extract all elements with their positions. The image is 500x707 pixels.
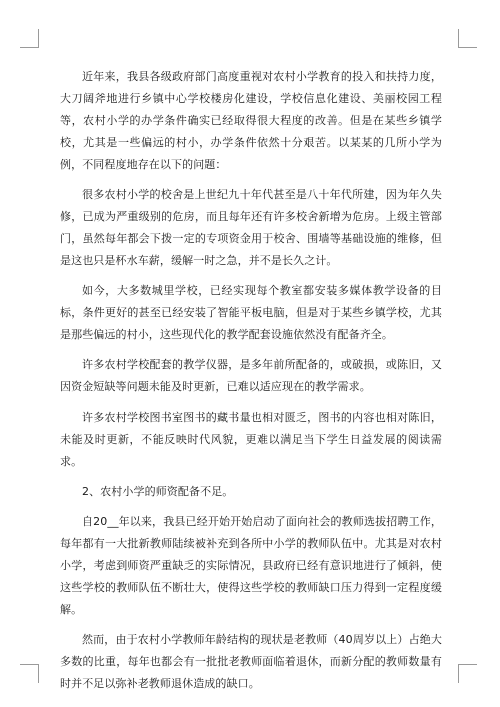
paragraph-teaching-instruments: 许多农村学校配套的教学仪器，是多年前所配备的，或破损，或陈旧，又因资金短缺等问题未能及时更新，已难以适应现在的教学需求。	[60, 358, 442, 394]
section-heading-teacher-staffing: 2、农村小学的师资配备不足。	[82, 484, 234, 498]
crop-mark-top-right	[458, 29, 477, 48]
paragraph-recruitment: 自20__年以来，我县已经开始开始启动了面向社会的教师选拔招聘工作，每年都有一大批新教师陆续被补充到各所中小学的教师队伍中。尤其是对农村小学，考虑到师资严重缺乏的实际情况，县政府已经有意识地进行了倾斜，使这些学校的教师队伍不断壮大，使得这些学校的教师缺口压力得到一定程度缓解。	[60, 515, 442, 616]
paragraph-library: 许多农村学校图书室图书的藏书量也相对匮乏，图书的内容也相对陈旧，未能及时更新，不能反映时代风貌，更难以满足当下学生日益发展的阅读需求。	[60, 410, 442, 468]
crop-mark-top-left	[20, 29, 39, 48]
paragraph-intro: 近年来，我县各级政府部门高度重视对农村小学教育的投入和扶持力度，大刀阔斧地进行乡镇中心学校楼房化建设，学校信息化建设、美丽校园工程等，农村小学的办学条件确实已经取得很大程度的改善。但是在某些乡镇学校，尤其是一些偏远的村小，办学条件依然十分艰苦。以某某的几所小学为例，不同程度地存在以下的问题：	[60, 70, 442, 171]
paragraph-multimedia: 如今，大多数城里学校，已经实现每个教室都安装多媒体教学设备的目标，条件更好的甚至已经安装了智能平板电脑，但是对于某些乡镇学校，尤其是那些偏远的村小，这些现代化的教学配套设施依然没有配备齐全。	[60, 284, 442, 341]
document-body	[60, 66, 442, 704]
paragraph-school-buildings: 很多农村小学的校舍是上世纪九十年代甚至是八十年代所建，因为年久失修，已成为严重级别的危房，而且每年还有许多校舍新增为危房。上级主管部门，虽然每年都会下拨一定的专项资金用于校舍、围墙等基础设施的维修，但是这也只是杯水车薪，缓解一时之急，并不是长久之计。	[60, 188, 442, 267]
crop-mark-bottom-right	[458, 664, 477, 683]
crop-mark-bottom-left	[20, 664, 39, 683]
paragraph-age-structure: 然而，由于农村小学教师年龄结构的现状是老教师（40周岁以上）占绝大多数的比重，每年也都会有一批批老教师面临着退休，而新分配的教师数量有时并不足以弥补老教师退休造成的缺口。	[60, 633, 442, 691]
